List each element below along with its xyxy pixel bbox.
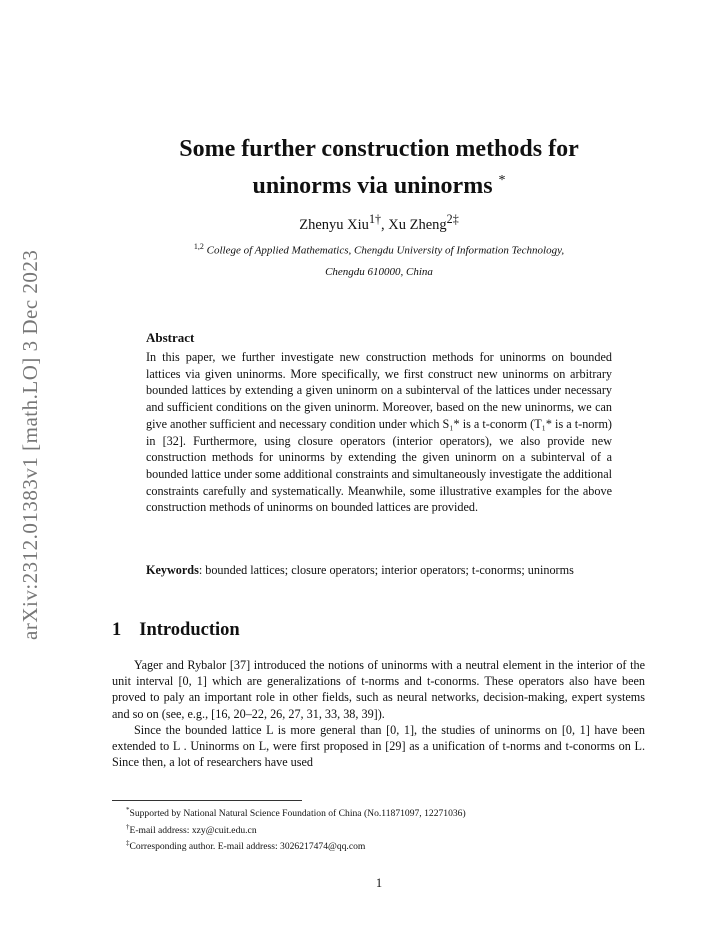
title-line-2-text: uninorms via uninorms [252,173,493,199]
footnote-2 [112,821,645,838]
affiliation-line-1: College of Applied Mathematics, Chengdu University of Information Technology, [206,244,565,257]
paper-title [110,134,648,202]
footnote-1-mark: * [126,806,130,814]
footnote-1 [112,804,645,821]
footnote-3-text: Corresponding author. E-mail address: 3026217474@qq.com [129,841,366,853]
footnote-2-mark: † [126,822,130,831]
introduction-body [112,657,645,770]
author-list [110,212,648,234]
title-line-1: Some further construction methods for [179,136,579,162]
keywords-text: : bounded lattices; closure operators; interior operators; t-conorms; uninorms [198,563,574,577]
section-title: Introduction [139,620,240,640]
intro-paragraph-2: Since the bounded lattice L is more general than [0, 1], the studies of uninorms on [0, 1] have been extended to L . Uninorms on L, were first proposed in [29] as a unification of t-norms and t-conorms on L. Since then, a lot of researchers have used [112,722,645,770]
title-footnote-mark: * [498,173,506,188]
author-separator: , [381,216,385,233]
footnote-3-mark: ‡ [126,839,130,848]
keywords-label: Keywords [146,563,199,577]
section-heading [112,620,240,641]
intro-paragraph-1: Yager and Rybalor [37] introduced the notions of uninorms with a neutral element in the interior of the unit interval [0, 1] which are generalizations of t-norms and t-conorms. These operators also have been proved to paly an important role in other fields, such as neural networks, decision-making, expert systems and so on (see, e.g., [16, 20–22, 26, 27, 31, 33, 38, 39]). [112,658,645,721]
keywords [146,562,612,579]
affiliation-line-2: Chengdu 610000, China [325,265,433,278]
author-1-marks: 1† [368,212,382,226]
footnote-3 [112,837,645,854]
section-number: 1 [112,620,122,640]
title-line-2 [110,165,648,202]
author-1: Zhenyu Xiu [299,216,369,233]
affiliation [140,236,618,283]
abstract-body: In this paper, we further investigate new construction methods for uninorms on bounded lattices via given uninorms. More specifically, we first construct new uninorms on arbitrary bounded lattices by extending a given uninorm on a subinterval of the lattices under necessary and sufficient conditions on the given uninorm. Moreover, based on the new uninorms, we can give another sufficient and necessary condition under which S₁* is a t-conorm (T₁* is a t-norm) in [32]. Furthermore, using closure operators (interior operators), we also provide new construction methods for uninorms by extending the given uninorm on a subinterval of a bounded lattice under some additional constraints and simultaneously investigate the additional constraints carefully and systematically. Meanwhile, some illustrative examples for the above construction methods of uninorms on bounded lattices are provided. [146,350,612,515]
page-number: 1 [375,876,383,890]
footnotes [112,804,645,854]
arxiv-identifier: arXiv:2312.01383v1 [math.LO] 3 Dec 2023 [18,249,42,640]
author-2-marks: 2‡ [446,212,459,226]
abstract-heading: Abstract [146,330,195,345]
footnote-2-text: E-mail address: xzy@cuit.edu.cn [129,824,257,836]
affiliation-marks: 1,2 [193,242,204,251]
footnote-rule [112,800,302,801]
footnote-1-text: Supported by National Natural Science Foundation of China (No.11871097, 12271036) [129,808,466,820]
author-2: Xu Zheng [388,216,447,233]
